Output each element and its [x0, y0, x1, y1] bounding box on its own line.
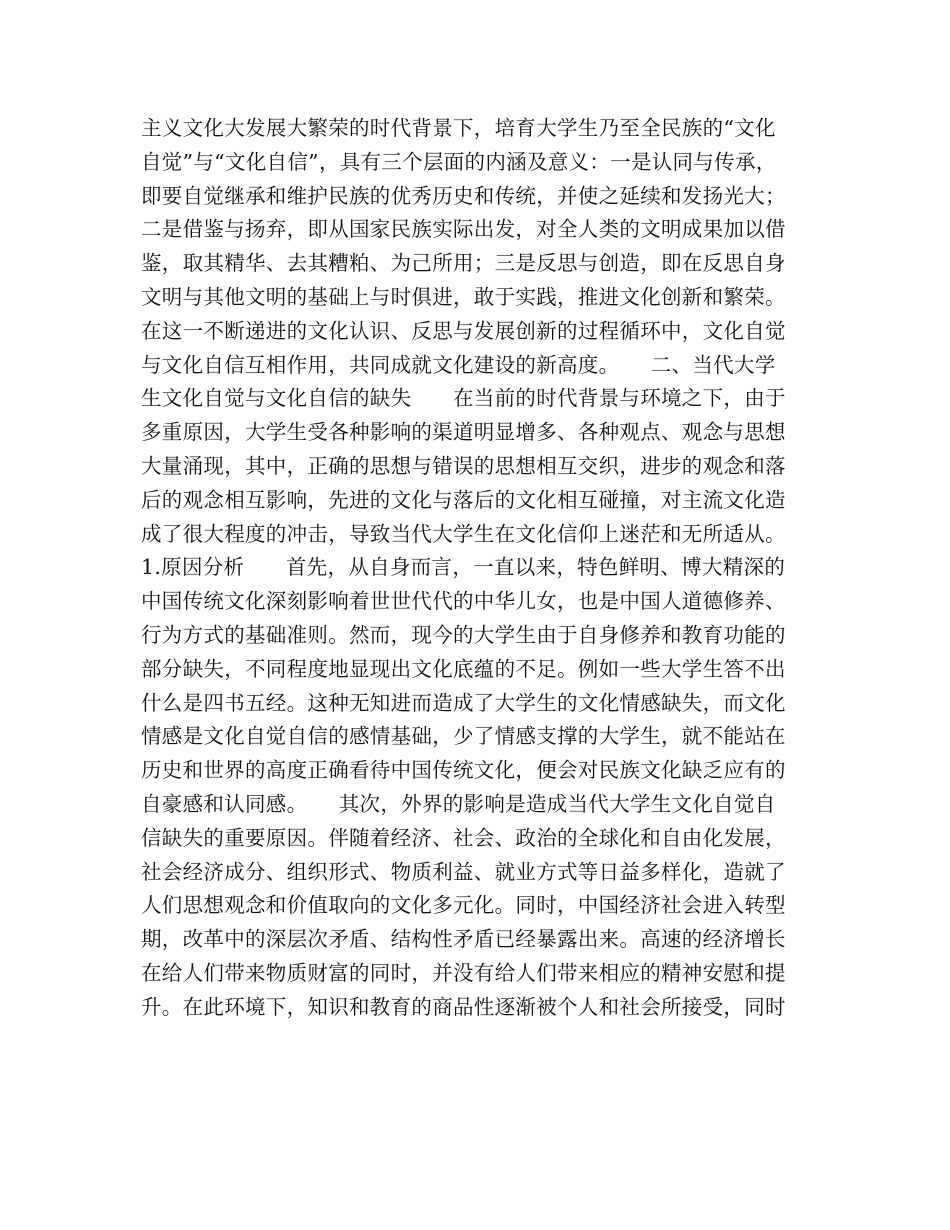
- text-line: 大量涌现，其中，正确的思想与错误的思想相互交织，进步的观念和落: [141, 453, 786, 478]
- text-line: 什么是四书五经。这种无知进而造成了大学生的文化情感缺失，而文化: [141, 690, 786, 715]
- text-line: 后的观念相互影响，先进的文化与落后的文化相互碰撞，对主流文化造: [141, 487, 786, 512]
- text-line: 鉴，取其精华、去其糟粕、为己所用；三是反思与创造，即在反思自身: [141, 251, 786, 276]
- text-line: 在给人们带来物质财富的同时，并没有给人们带来相应的精神安慰和提: [141, 960, 786, 985]
- text-line: 社会经济成分、组织形式、物质利益、就业方式等日益多样化，造就了: [141, 859, 786, 884]
- text-line: 二是借鉴与扬弃，即从国家民族实际出发，对全人类的文明成果加以借: [141, 217, 786, 242]
- text-line: 情感是文化自觉自信的感情基础，少了情感支撑的大学生，就不能站在: [141, 724, 786, 749]
- text-line: 文明与其他文明的基础上与时俱进，敢于实践，推进文化创新和繁荣。: [141, 284, 786, 309]
- text-line: 在这一不断递进的文化认识、反思与发展创新的过程循环中，文化自觉: [141, 318, 786, 343]
- text-line: 信缺失的重要原因。伴随着经济、社会、政治的全球化和自由化发展，: [141, 825, 786, 850]
- text-line: 期，改革中的深层次矛盾、结构性矛盾已经暴露出来。高速的经济增长: [141, 927, 786, 952]
- text-line: 行为方式的基础准则。然而，现今的大学生由于自身修养和教育功能的: [141, 622, 786, 647]
- text-line: 生文化自觉与文化自信的缺失 在当前的时代背景与环境之下，由于: [141, 386, 786, 411]
- text-line: 多重原因，大学生受各种影响的渠道明显增多、各种观点、观念与思想: [141, 420, 786, 445]
- text-line: 自豪感和认同感。 其次，外界的影响是造成当代大学生文化自觉自: [141, 791, 776, 816]
- text-line: 与文化自信互相作用，共同成就文化建设的新高度。 二、当代大学: [141, 352, 776, 377]
- text-line: 升。在此环境下，知识和教育的商品性逐渐被个人和社会所接受，同时: [141, 994, 786, 1019]
- text-line: 即要自觉继承和维护民族的优秀历史和传统，并使之延续和发扬光大；: [141, 183, 786, 208]
- text-line: 部分缺失，不同程度地显现出文化底蕴的不足。例如一些大学生答不出: [141, 656, 786, 681]
- text-line: 中国传统文化深刻影响着世世代代的中华儿女，也是中国人道德修养、: [141, 589, 786, 614]
- text-line: 人们思想观念和价值取向的文化多元化。同时，中国经济社会进入转型: [141, 893, 786, 918]
- text-line: 自觉”与“文化自信”，具有三个层面的内涵及意义：一是认同与传承，: [141, 149, 777, 174]
- body-text: [141, 112, 831, 1025]
- text-line: 1.原因分析 首先，从自身而言，一直以来，特色鲜明、博大精深的: [141, 555, 786, 580]
- text-line: 成了很大程度的冲击，导致当代大学生在文化信仰上迷茫和无所适从。: [141, 521, 786, 546]
- text-line: 历史和世界的高度正确看待中国传统文化，便会对民族文化缺乏应有的: [141, 758, 786, 783]
- text-line: 主义文化大发展大繁荣的时代背景下，培育大学生乃至全民族的“文化: [141, 116, 776, 140]
